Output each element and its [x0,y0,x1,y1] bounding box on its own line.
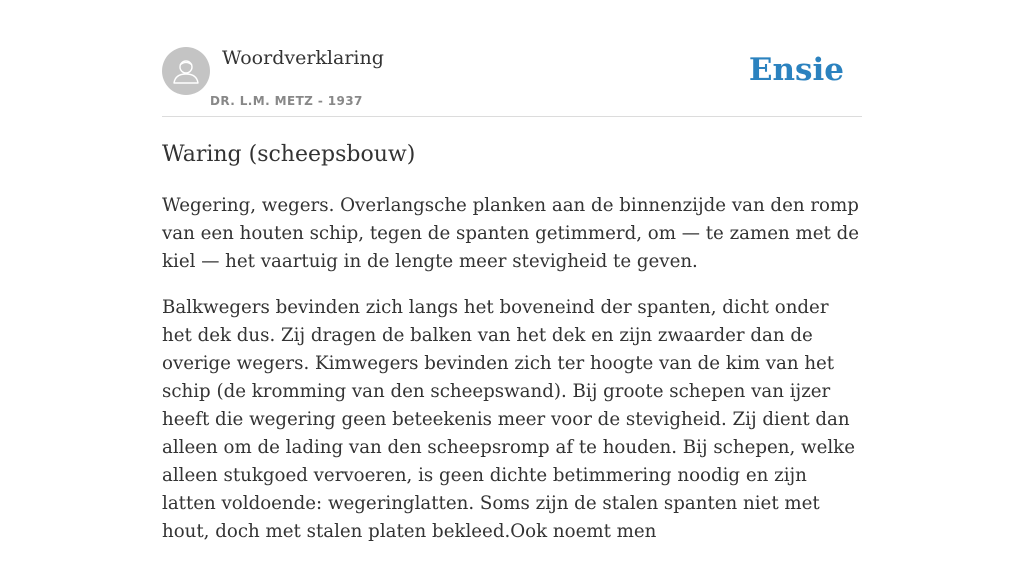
entry-content [162,192,864,564]
source-meta: DR. L.M. METZ - 1937 [210,94,363,108]
ensie-logo[interactable]: Ensie [748,52,844,88]
user-silhouette-icon [162,47,210,95]
source-header [162,46,862,117]
paragraph: Balkwegers bevinden zich langs het boveneind der spanten, dicht onder het dek dus. Zij dragen de balken van het dek en zijn zwaarder dan de overige wegers. Kimwegers bevinden zich ter hoogte van de kim van het schip (de kromming van den scheepswand). Bij groote schepen van ijzer heeft die wegering geen beteekenis meer voor de stevigheid. Zij dient dan alleen om de lading van den scheepsromp af te houden. Bij schepen, welke alleen stukgoed vervoeren, is geen dichte betimmering noodig en zijn latten voldoende: wegeringlatten. Soms zijn de stalen spanten niet met hout, doch met stalen platen bekleed.Ook noemt men [162,297,855,542]
paragraph: Wegering, wegers. Overlangsche planken aan de binnenzijde van den romp van een houten schip, tegen de spanten getimmerd, om — te zamen met de kiel — het vaartuig in de lengte meer stevigheid te geven. [162,195,860,272]
author-avatar[interactable] [162,47,210,95]
entry-title: Waring (scheepsbouw) [162,142,416,167]
source-title[interactable]: Woordverklaring [222,47,384,69]
